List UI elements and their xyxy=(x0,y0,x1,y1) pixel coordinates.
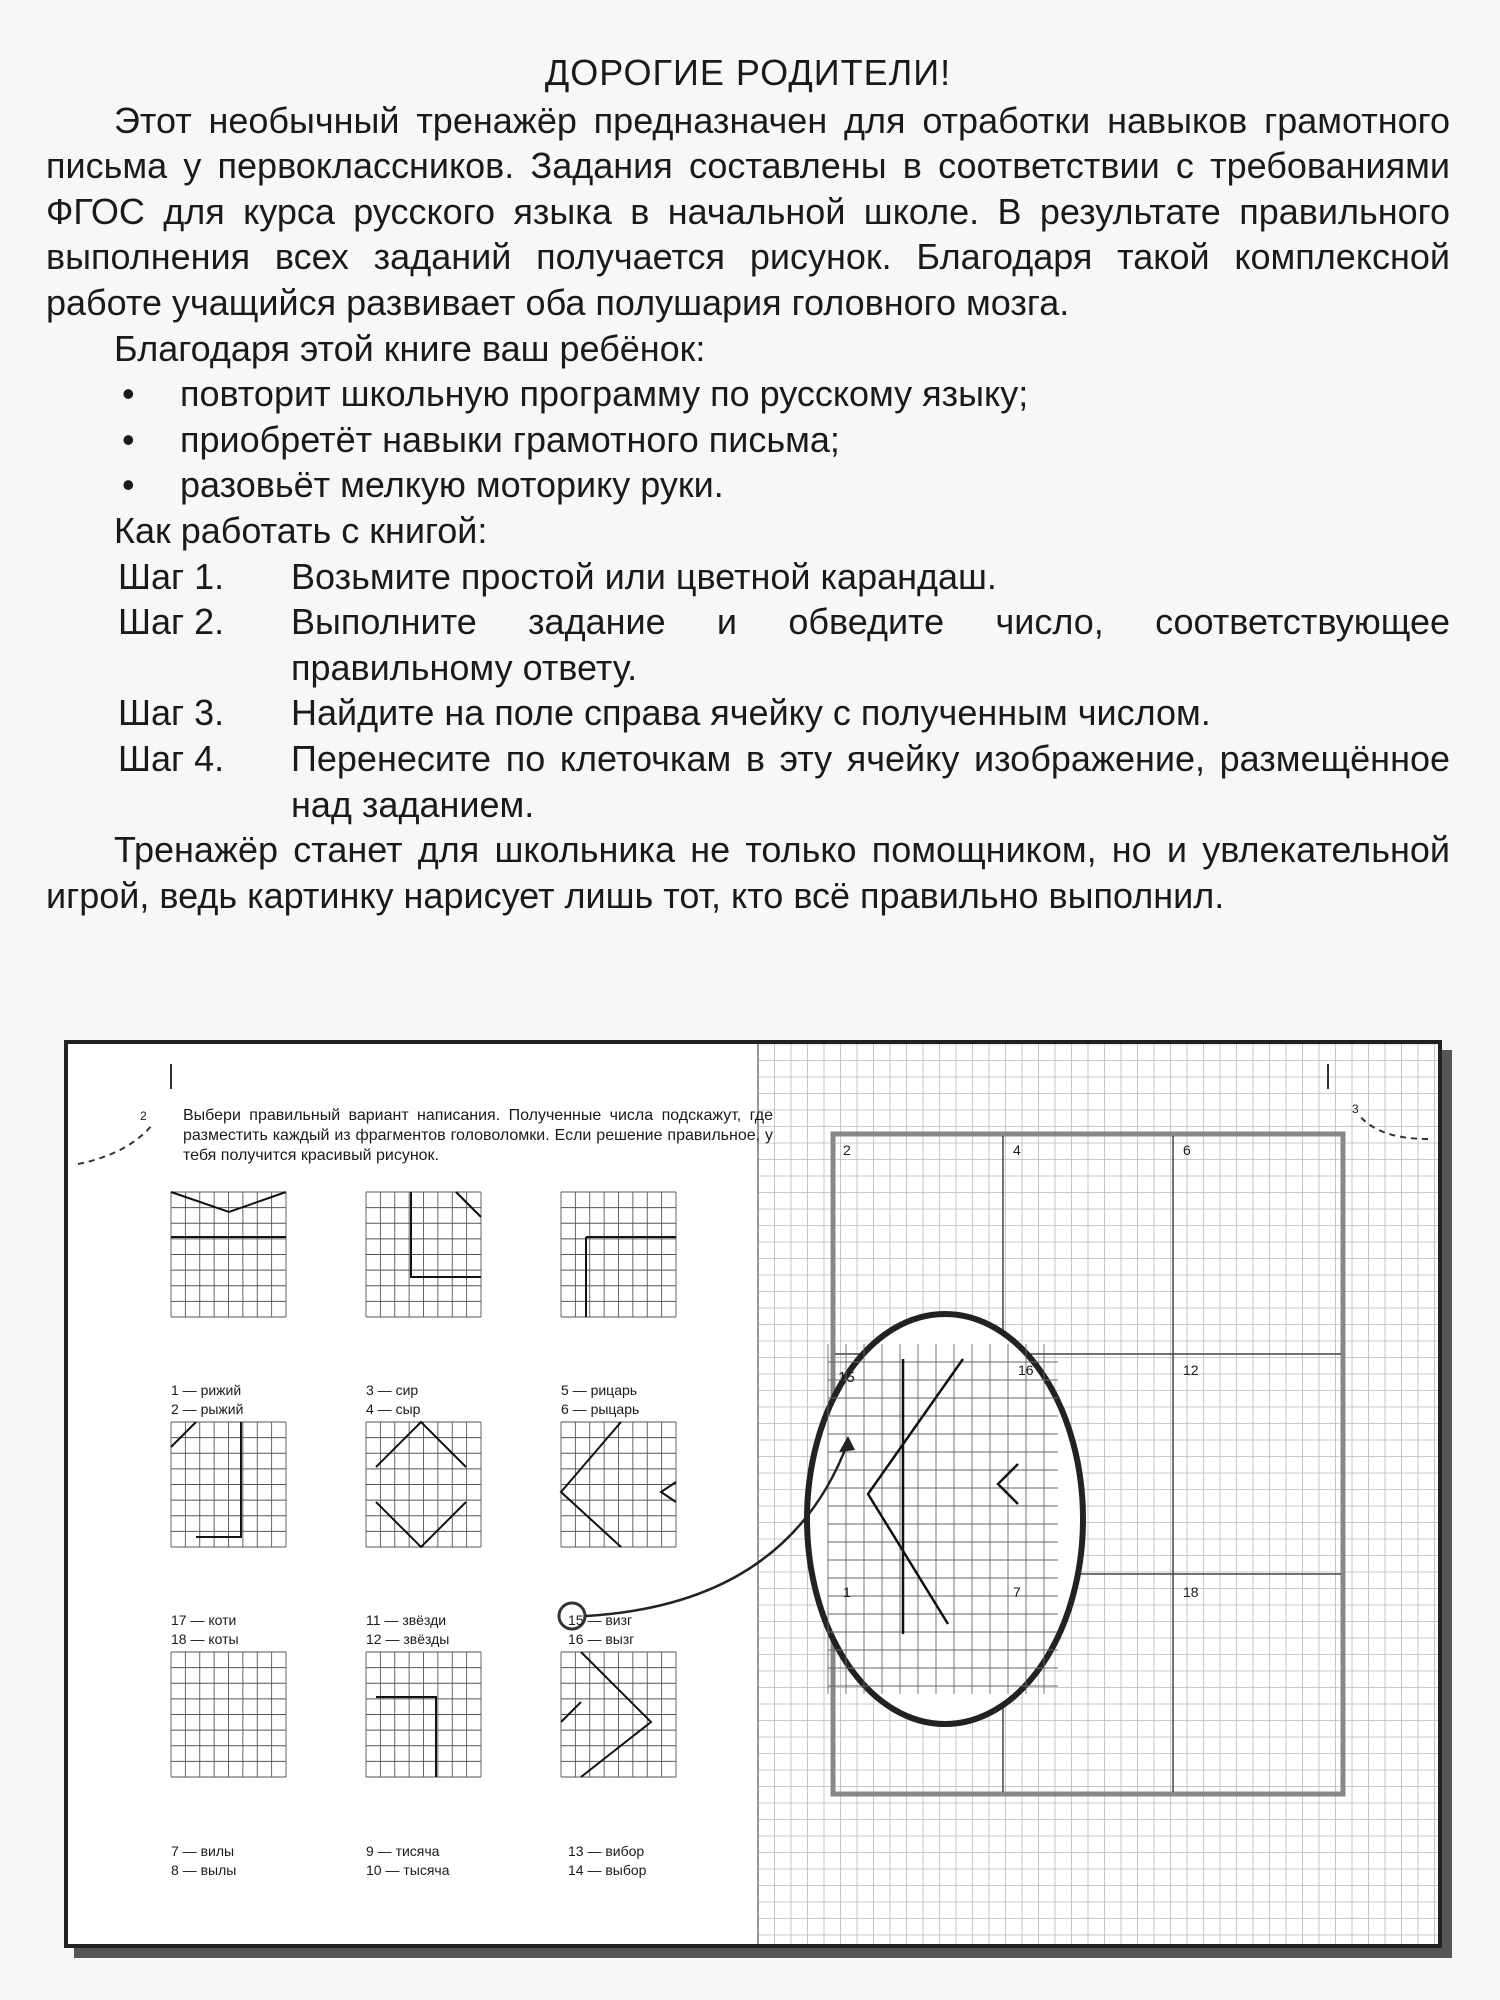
list-item: • приобретёт навыки грамотного письма; xyxy=(46,417,1450,463)
option-b: 4 — сыр xyxy=(366,1401,421,1417)
step-2 xyxy=(46,599,1450,690)
task-instruction: Выбери правильный вариант написания. Полученные числа подскажут, где разместить каждый из фрагментов головоломки. Если решение правильное, у тебя получится красивый рисунок. xyxy=(183,1107,773,1164)
option-b: 6 — рыцарь xyxy=(561,1401,640,1417)
option-b: 12 — звёзды xyxy=(366,1631,450,1647)
list-item: • разовьёт мелкую моторику руки. xyxy=(46,462,1450,508)
fragment-grid xyxy=(171,1192,286,1317)
option-b: 2 — рыжий xyxy=(171,1401,244,1417)
benefits-heading: Благодаря этой книге ваш ребёнок: xyxy=(114,327,706,369)
howto-heading: Как работать с книгой: xyxy=(114,509,488,551)
step-3 xyxy=(46,690,1450,736)
intro-paragraph: Этот необычный тренажёр предназначен для отработки навыков грамотного письма у первоклассников. Задания составлены в соответствии с требованиями ФГОС для курса русского языка в начальной школе. В результате правильного выполнения всех заданий получается рисунок. Благодаря такой комплексной работе учащийся развивает оба полушария головного мозга. xyxy=(46,99,1450,323)
step-text: Выполните задание и обведите число, соответствующее правильному ответу. xyxy=(291,601,1450,688)
list-item: • повторит школьную программу по русскому языку; xyxy=(46,371,1450,417)
step-text: Возьмите простой или цветной карандаш. xyxy=(291,555,997,597)
fragment-grid xyxy=(561,1422,676,1547)
fragment-stroke xyxy=(561,1702,581,1722)
fragment-stroke xyxy=(196,1422,241,1537)
sample-grid-drawing xyxy=(68,1044,1438,1944)
option-a: 13 — вибор xyxy=(568,1843,645,1859)
closing-paragraph: Тренажёр станет для школьника не только помощником, но и увлекательной игрой, ведь картинку нарисует лишь тот, кто всё правильно выполнил. xyxy=(46,829,1450,916)
option-pair xyxy=(568,1611,634,1649)
fragment-grid xyxy=(561,1652,676,1777)
fragment-grid xyxy=(171,1422,286,1547)
step-label: Шаг 3. xyxy=(118,692,225,734)
fragment-stroke xyxy=(171,1422,196,1447)
grid-cell-number: 4 xyxy=(1013,1142,1021,1158)
option-a: 1 — рижий xyxy=(171,1382,242,1398)
fragment-stroke xyxy=(661,1482,676,1502)
option-b: 8 — вылы xyxy=(171,1862,237,1878)
fragment-stroke xyxy=(376,1697,436,1777)
option-a: 3 — сир xyxy=(366,1382,419,1398)
grid-cell-number: 6 xyxy=(1183,1142,1191,1158)
option-a: 5 — рицарь xyxy=(561,1382,638,1398)
fragment-grid xyxy=(171,1652,286,1777)
grid-cell-number: 12 xyxy=(1183,1362,1199,1378)
page-title: ДОРОГИЕ РОДИТЕЛИ! xyxy=(544,52,952,93)
option-pair xyxy=(568,1842,646,1880)
fragment-grid xyxy=(366,1192,481,1317)
option-b: 16 — вызг xyxy=(568,1631,635,1647)
fragment-stroke xyxy=(456,1192,481,1217)
fragment-grid xyxy=(561,1192,676,1317)
option-pair xyxy=(366,1842,450,1880)
option-a: 17 — коти xyxy=(171,1612,237,1628)
option-a: 7 — вилы xyxy=(171,1843,235,1859)
grid-cell-number: 7 xyxy=(1013,1584,1021,1600)
grid-cell-number: 2 xyxy=(843,1142,851,1158)
step-1 xyxy=(46,554,1450,600)
step-text: Найдите на поле справа ячейку с полученным числом. xyxy=(291,692,1211,734)
step-text: Перенесите по клеточкам в эту ячейку изображение, размещённое над заданием. xyxy=(291,737,1450,825)
step-label: Шаг 1. xyxy=(118,555,225,597)
option-a: 15 — визг xyxy=(568,1612,633,1628)
zoom-cell-number: 15 xyxy=(838,1369,855,1386)
sample-spread-illustration xyxy=(64,1040,1442,1948)
step-4 xyxy=(46,736,1450,827)
fragment-grid xyxy=(366,1422,481,1547)
option-pair xyxy=(171,1842,236,1880)
step-label: Шаг 4. xyxy=(118,737,225,779)
option-b: 18 — коты xyxy=(171,1631,239,1647)
grid-cell-number: 1 xyxy=(843,1584,851,1600)
grid-cell-number: 16 xyxy=(1018,1362,1034,1378)
option-pair xyxy=(171,1611,239,1649)
step-label: Шаг 2. xyxy=(118,601,225,643)
option-a: 9 — тисяча xyxy=(366,1843,440,1859)
benefits-list xyxy=(46,371,1450,508)
option-pair xyxy=(366,1611,449,1649)
option-pair xyxy=(171,1381,243,1419)
parents-letter xyxy=(46,50,1450,918)
grid-cell-number: 18 xyxy=(1183,1584,1199,1600)
option-b: 14 — выбор xyxy=(568,1862,647,1878)
option-pair xyxy=(366,1381,420,1419)
option-b: 10 — тысяча xyxy=(366,1862,450,1878)
page-number-right: 3 xyxy=(1352,1102,1359,1116)
option-pair xyxy=(561,1381,639,1419)
fragment-grid xyxy=(366,1652,481,1777)
option-a: 11 — звёзди xyxy=(366,1612,447,1628)
dashed-arc xyxy=(78,1124,153,1164)
fragment-stroke xyxy=(411,1192,481,1277)
page-number-left: 2 xyxy=(140,1109,147,1123)
